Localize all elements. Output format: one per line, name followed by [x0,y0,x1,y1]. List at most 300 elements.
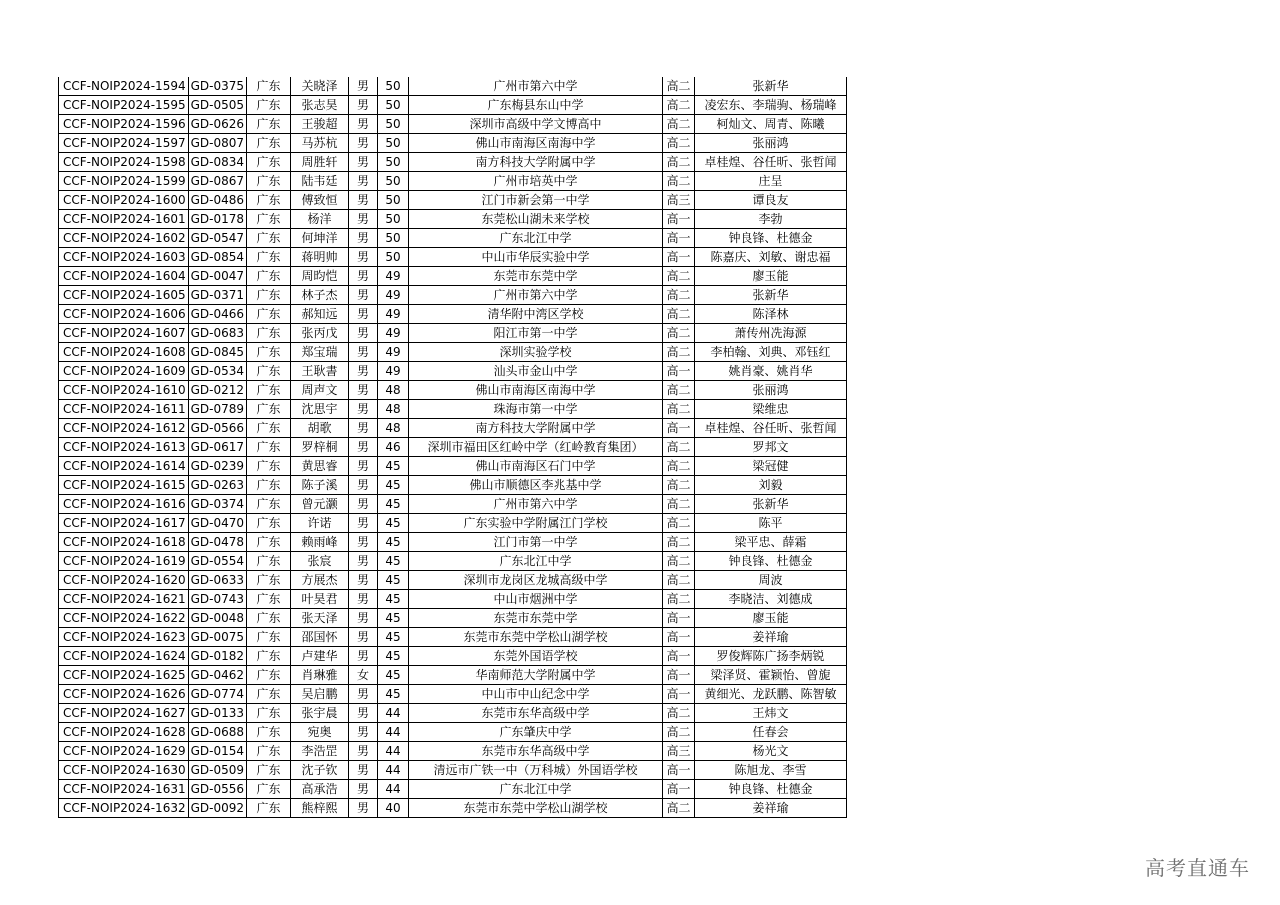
cell-score: 40 [378,799,409,818]
cell-gender: 男 [349,514,378,533]
cell-contestant-id: CCF-NOIP2024-1612 [59,419,189,438]
cell-student-name: 张志昊 [291,96,349,115]
cell-registration-id: GD-0789 [188,400,246,419]
cell-score: 49 [378,343,409,362]
cell-registration-id: GD-0374 [188,495,246,514]
cell-coach-names: 李柏翰、刘典、邓钰红 [695,343,847,362]
cell-grade: 高一 [663,229,695,248]
cell-contestant-id: CCF-NOIP2024-1599 [59,172,189,191]
cell-province: 广东 [247,286,291,305]
cell-school-name: 深圳实验学校 [409,343,663,362]
cell-coach-names: 陈嘉庆、刘敏、谢忠福 [695,248,847,267]
cell-grade: 高二 [663,704,695,723]
cell-student-name: 傅致恒 [291,191,349,210]
cell-gender: 男 [349,286,378,305]
cell-contestant-id: CCF-NOIP2024-1632 [59,799,189,818]
cell-student-name: 王骏超 [291,115,349,134]
cell-province: 广东 [247,438,291,457]
cell-school-name: 中山市华辰实验中学 [409,248,663,267]
cell-registration-id: GD-0486 [188,191,246,210]
cell-gender: 男 [349,590,378,609]
cell-contestant-id: CCF-NOIP2024-1597 [59,134,189,153]
cell-coach-names: 钟良锋、杜德金 [695,780,847,799]
cell-contestant-id: CCF-NOIP2024-1627 [59,704,189,723]
cell-province: 广东 [247,115,291,134]
cell-coach-names: 姚肖豪、姚肖华 [695,362,847,381]
cell-grade: 高二 [663,77,695,96]
cell-school-name: 东莞市东华高级中学 [409,704,663,723]
cell-registration-id: GD-0845 [188,343,246,362]
cell-student-name: 郝知远 [291,305,349,324]
cell-score: 44 [378,704,409,723]
cell-school-name: 佛山市南海区南海中学 [409,381,663,400]
cell-school-name: 清华附中湾区学校 [409,305,663,324]
cell-province: 广东 [247,647,291,666]
table-row [59,438,847,457]
cell-grade: 高一 [663,210,695,229]
watermark-text: 高考直通车 [1145,856,1250,880]
cell-contestant-id: CCF-NOIP2024-1613 [59,438,189,457]
cell-school-name: 东莞松山湖未来学校 [409,210,663,229]
cell-province: 广东 [247,476,291,495]
cell-school-name: 南方科技大学附属中学 [409,419,663,438]
cell-registration-id: GD-0239 [188,457,246,476]
cell-grade: 高三 [663,742,695,761]
cell-student-name: 沈思宇 [291,400,349,419]
cell-student-name: 王耿書 [291,362,349,381]
cell-grade: 高二 [663,153,695,172]
cell-grade: 高二 [663,96,695,115]
cell-gender: 男 [349,77,378,96]
cell-school-name: 广东肇庆中学 [409,723,663,742]
table-row [59,153,847,172]
cell-score: 45 [378,571,409,590]
cell-school-name: 广州市第六中学 [409,495,663,514]
cell-contestant-id: CCF-NOIP2024-1624 [59,647,189,666]
cell-province: 广东 [247,96,291,115]
table-row [59,343,847,362]
cell-gender: 男 [349,210,378,229]
cell-school-name: 清远市广铁一中（万科城）外国语学校 [409,761,663,780]
table-row [59,400,847,419]
cell-school-name: 广东北江中学 [409,229,663,248]
table-row [59,419,847,438]
table-row [59,229,847,248]
cell-registration-id: GD-0534 [188,362,246,381]
cell-gender: 男 [349,742,378,761]
cell-contestant-id: CCF-NOIP2024-1602 [59,229,189,248]
cell-province: 广东 [247,609,291,628]
cell-province: 广东 [247,704,291,723]
cell-student-name: 熊梓熙 [291,799,349,818]
cell-registration-id: GD-0807 [188,134,246,153]
cell-registration-id: GD-0092 [188,799,246,818]
cell-coach-names: 谭良友 [695,191,847,210]
cell-score: 50 [378,77,409,96]
table-row [59,571,847,590]
cell-province: 广东 [247,172,291,191]
table-row [59,172,847,191]
cell-school-name: 中山市烟洲中学 [409,590,663,609]
cell-student-name: 许诺 [291,514,349,533]
cell-contestant-id: CCF-NOIP2024-1618 [59,533,189,552]
cell-gender: 男 [349,552,378,571]
cell-school-name: 深圳市龙岗区龙城高级中学 [409,571,663,590]
table-row [59,77,847,96]
cell-gender: 男 [349,305,378,324]
cell-coach-names: 张新华 [695,495,847,514]
cell-grade: 高二 [663,286,695,305]
cell-gender: 男 [349,381,378,400]
cell-student-name: 宛奥 [291,723,349,742]
cell-student-name: 罗梓桐 [291,438,349,457]
cell-coach-names: 梁泽贤、霍颖怡、曾旎 [695,666,847,685]
table-row [59,305,847,324]
cell-grade: 高一 [663,248,695,267]
cell-gender: 女 [349,666,378,685]
cell-province: 广东 [247,267,291,286]
cell-contestant-id: CCF-NOIP2024-1631 [59,780,189,799]
cell-contestant-id: CCF-NOIP2024-1625 [59,666,189,685]
cell-contestant-id: CCF-NOIP2024-1596 [59,115,189,134]
cell-coach-names: 柯灿文、周青、陈曦 [695,115,847,134]
cell-student-name: 张宇晨 [291,704,349,723]
cell-school-name: 深圳市高级中学文博高中 [409,115,663,134]
results-body [59,77,847,818]
cell-province: 广东 [247,552,291,571]
cell-score: 50 [378,134,409,153]
cell-score: 45 [378,685,409,704]
cell-grade: 高二 [663,476,695,495]
cell-province: 广东 [247,590,291,609]
table-row [59,533,847,552]
cell-student-name: 高承浩 [291,780,349,799]
table-row [59,324,847,343]
cell-contestant-id: CCF-NOIP2024-1605 [59,286,189,305]
cell-school-name: 广州市培英中学 [409,172,663,191]
cell-grade: 高二 [663,400,695,419]
cell-student-name: 卢建华 [291,647,349,666]
cell-school-name: 广东梅县东山中学 [409,96,663,115]
cell-coach-names: 陈旭龙、李雪 [695,761,847,780]
cell-contestant-id: CCF-NOIP2024-1603 [59,248,189,267]
cell-score: 50 [378,248,409,267]
cell-coach-names: 罗邦文 [695,438,847,457]
cell-score: 44 [378,742,409,761]
cell-school-name: 南方科技大学附属中学 [409,153,663,172]
cell-student-name: 关晓泽 [291,77,349,96]
cell-gender: 男 [349,96,378,115]
cell-grade: 高一 [663,666,695,685]
cell-gender: 男 [349,191,378,210]
cell-grade: 高二 [663,533,695,552]
cell-gender: 男 [349,609,378,628]
cell-registration-id: GD-0263 [188,476,246,495]
cell-contestant-id: CCF-NOIP2024-1615 [59,476,189,495]
cell-score: 48 [378,400,409,419]
cell-grade: 高二 [663,514,695,533]
cell-school-name: 东莞外国语学校 [409,647,663,666]
cell-coach-names: 卓桂煌、谷任昕、张哲闻 [695,153,847,172]
cell-gender: 男 [349,571,378,590]
cell-gender: 男 [349,685,378,704]
cell-school-name: 佛山市顺德区李兆基中学 [409,476,663,495]
table-row [59,476,847,495]
table-row [59,666,847,685]
cell-student-name: 张宸 [291,552,349,571]
cell-registration-id: GD-0743 [188,590,246,609]
cell-province: 广东 [247,248,291,267]
cell-registration-id: GD-0212 [188,381,246,400]
cell-coach-names: 卓桂煌、谷任昕、张哲闻 [695,419,847,438]
cell-province: 广东 [247,419,291,438]
cell-score: 45 [378,609,409,628]
cell-coach-names: 姜祥瑜 [695,628,847,647]
cell-score: 45 [378,457,409,476]
cell-gender: 男 [349,400,378,419]
cell-registration-id: GD-0178 [188,210,246,229]
cell-contestant-id: CCF-NOIP2024-1594 [59,77,189,96]
table-row [59,742,847,761]
cell-province: 广东 [247,77,291,96]
cell-score: 50 [378,153,409,172]
table-row [59,457,847,476]
cell-student-name: 杨洋 [291,210,349,229]
cell-province: 广东 [247,799,291,818]
cell-score: 50 [378,229,409,248]
cell-student-name: 李浩罡 [291,742,349,761]
cell-gender: 男 [349,419,378,438]
cell-contestant-id: CCF-NOIP2024-1629 [59,742,189,761]
cell-registration-id: GD-0867 [188,172,246,191]
cell-student-name: 吴启鹏 [291,685,349,704]
cell-grade: 高二 [663,799,695,818]
cell-score: 50 [378,191,409,210]
cell-grade: 高二 [663,115,695,134]
cell-grade: 高一 [663,685,695,704]
cell-province: 广东 [247,343,291,362]
cell-registration-id: GD-0683 [188,324,246,343]
cell-registration-id: GD-0688 [188,723,246,742]
cell-grade: 高二 [663,723,695,742]
cell-gender: 男 [349,172,378,191]
cell-student-name: 何坤洋 [291,229,349,248]
cell-student-name: 黄思睿 [291,457,349,476]
cell-province: 广东 [247,134,291,153]
cell-score: 50 [378,210,409,229]
cell-score: 48 [378,381,409,400]
cell-registration-id: GD-0462 [188,666,246,685]
cell-contestant-id: CCF-NOIP2024-1611 [59,400,189,419]
cell-score: 45 [378,552,409,571]
cell-registration-id: GD-0633 [188,571,246,590]
cell-contestant-id: CCF-NOIP2024-1601 [59,210,189,229]
cell-contestant-id: CCF-NOIP2024-1609 [59,362,189,381]
cell-province: 广东 [247,191,291,210]
cell-contestant-id: CCF-NOIP2024-1604 [59,267,189,286]
cell-registration-id: GD-0375 [188,77,246,96]
cell-grade: 高一 [663,647,695,666]
cell-registration-id: GD-0470 [188,514,246,533]
cell-contestant-id: CCF-NOIP2024-1623 [59,628,189,647]
cell-registration-id: GD-0154 [188,742,246,761]
cell-province: 广东 [247,533,291,552]
cell-grade: 高二 [663,267,695,286]
cell-school-name: 东莞市东莞中学松山湖学校 [409,628,663,647]
cell-score: 50 [378,96,409,115]
cell-grade: 高二 [663,552,695,571]
cell-gender: 男 [349,533,378,552]
cell-score: 45 [378,476,409,495]
cell-registration-id: GD-0834 [188,153,246,172]
cell-score: 45 [378,647,409,666]
cell-coach-names: 张新华 [695,77,847,96]
cell-province: 广东 [247,761,291,780]
cell-grade: 高三 [663,191,695,210]
cell-contestant-id: CCF-NOIP2024-1606 [59,305,189,324]
table-row [59,267,847,286]
table-row [59,761,847,780]
cell-province: 广东 [247,685,291,704]
cell-coach-names: 萧传州冼海源 [695,324,847,343]
cell-coach-names: 钟良锋、杜德金 [695,229,847,248]
cell-student-name: 邵国怀 [291,628,349,647]
cell-grade: 高二 [663,438,695,457]
cell-score: 45 [378,514,409,533]
cell-score: 45 [378,495,409,514]
cell-coach-names: 张丽鸿 [695,381,847,400]
cell-grade: 高一 [663,628,695,647]
cell-province: 广东 [247,666,291,685]
cell-contestant-id: CCF-NOIP2024-1616 [59,495,189,514]
cell-school-name: 阳江市第一中学 [409,324,663,343]
table-row [59,248,847,267]
cell-registration-id: GD-0048 [188,609,246,628]
cell-school-name: 中山市中山纪念中学 [409,685,663,704]
cell-contestant-id: CCF-NOIP2024-1598 [59,153,189,172]
cell-coach-names: 梁平忠、薛霜 [695,533,847,552]
cell-student-name: 胡歌 [291,419,349,438]
cell-score: 45 [378,666,409,685]
cell-province: 广东 [247,400,291,419]
cell-gender: 男 [349,134,378,153]
cell-province: 广东 [247,305,291,324]
cell-student-name: 曾元灏 [291,495,349,514]
table-row [59,134,847,153]
cell-student-name: 蒋明帅 [291,248,349,267]
cell-gender: 男 [349,457,378,476]
cell-registration-id: GD-0505 [188,96,246,115]
table-row [59,647,847,666]
cell-student-name: 叶昊君 [291,590,349,609]
cell-contestant-id: CCF-NOIP2024-1630 [59,761,189,780]
cell-grade: 高二 [663,343,695,362]
table-row [59,514,847,533]
table-row [59,381,847,400]
cell-school-name: 华南师范大学附属中学 [409,666,663,685]
cell-school-name: 广东北江中学 [409,552,663,571]
cell-registration-id: GD-0566 [188,419,246,438]
cell-province: 广东 [247,457,291,476]
cell-grade: 高二 [663,495,695,514]
table-row [59,609,847,628]
cell-gender: 男 [349,153,378,172]
cell-registration-id: GD-0478 [188,533,246,552]
cell-grade: 高一 [663,761,695,780]
cell-contestant-id: CCF-NOIP2024-1610 [59,381,189,400]
cell-coach-names: 张丽鸿 [695,134,847,153]
cell-coach-names: 梁维忠 [695,400,847,419]
table-row [59,590,847,609]
cell-contestant-id: CCF-NOIP2024-1622 [59,609,189,628]
cell-school-name: 广州市第六中学 [409,286,663,305]
cell-student-name: 赖雨峰 [291,533,349,552]
table-row [59,191,847,210]
cell-student-name: 周昀恺 [291,267,349,286]
cell-coach-names: 任春会 [695,723,847,742]
cell-school-name: 广东北江中学 [409,780,663,799]
cell-contestant-id: CCF-NOIP2024-1614 [59,457,189,476]
cell-coach-names: 罗俊辉陈广扬李炳锐 [695,647,847,666]
cell-province: 广东 [247,210,291,229]
cell-coach-names: 梁冠健 [695,457,847,476]
cell-contestant-id: CCF-NOIP2024-1600 [59,191,189,210]
cell-registration-id: GD-0133 [188,704,246,723]
cell-coach-names: 张新华 [695,286,847,305]
cell-score: 45 [378,628,409,647]
cell-contestant-id: CCF-NOIP2024-1621 [59,590,189,609]
cell-grade: 高二 [663,381,695,400]
cell-student-name: 马苏杭 [291,134,349,153]
cell-score: 49 [378,305,409,324]
results-table [58,77,847,818]
cell-registration-id: GD-0554 [188,552,246,571]
cell-gender: 男 [349,476,378,495]
cell-school-name: 广东实验中学附属江门学校 [409,514,663,533]
cell-school-name: 东莞市东华高级中学 [409,742,663,761]
cell-province: 广东 [247,495,291,514]
cell-coach-names: 庄呈 [695,172,847,191]
cell-coach-names: 姜祥瑜 [695,799,847,818]
table-row [59,780,847,799]
cell-school-name: 东莞市东莞中学 [409,267,663,286]
table-row [59,628,847,647]
cell-student-name: 林子杰 [291,286,349,305]
cell-gender: 男 [349,343,378,362]
cell-student-name: 张丙戊 [291,324,349,343]
cell-school-name: 深圳市福田区红岭中学（红岭教育集团） [409,438,663,457]
cell-registration-id: GD-0509 [188,761,246,780]
cell-student-name: 肖琳雅 [291,666,349,685]
cell-gender: 男 [349,799,378,818]
cell-grade: 高二 [663,571,695,590]
cell-registration-id: GD-0047 [188,267,246,286]
cell-grade: 高一 [663,780,695,799]
cell-coach-names: 周波 [695,571,847,590]
cell-province: 广东 [247,514,291,533]
table-row [59,704,847,723]
cell-gender: 男 [349,362,378,381]
cell-grade: 高二 [663,457,695,476]
cell-registration-id: GD-0371 [188,286,246,305]
cell-gender: 男 [349,780,378,799]
cell-coach-names: 李勃 [695,210,847,229]
cell-coach-names: 李晓洁、刘德成 [695,590,847,609]
cell-province: 广东 [247,362,291,381]
cell-coach-names: 陈泽林 [695,305,847,324]
cell-contestant-id: CCF-NOIP2024-1626 [59,685,189,704]
cell-province: 广东 [247,628,291,647]
